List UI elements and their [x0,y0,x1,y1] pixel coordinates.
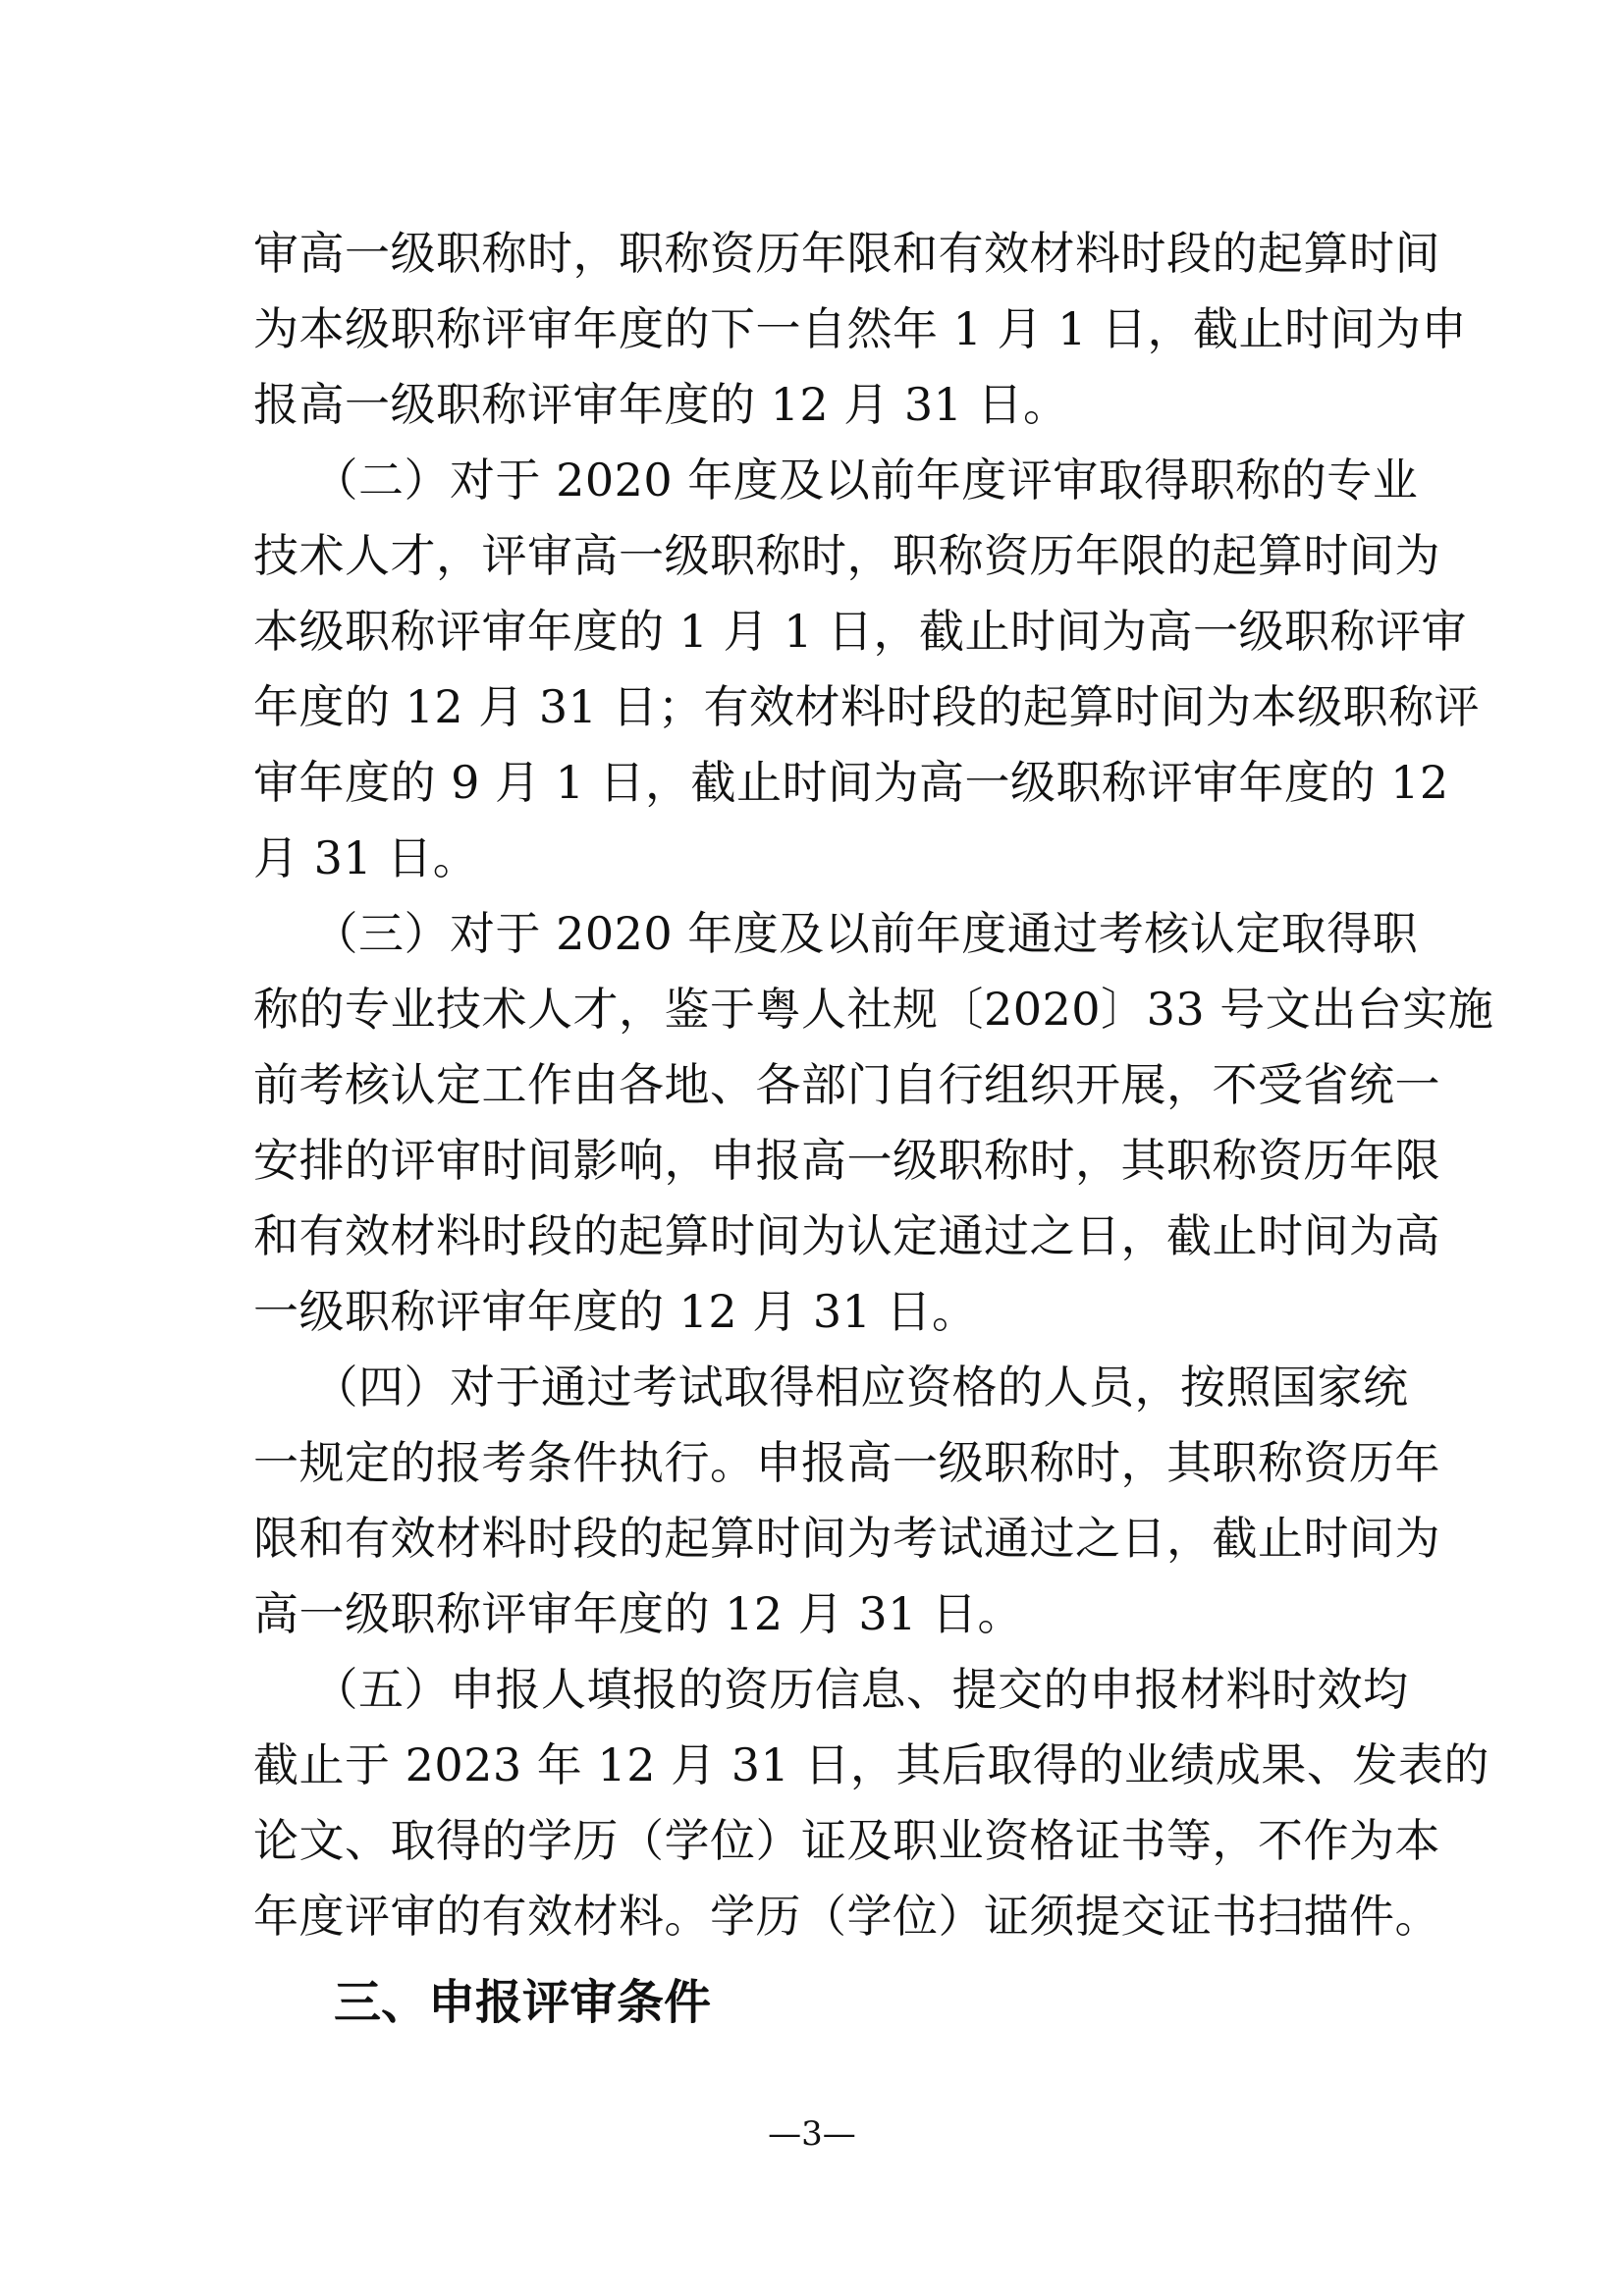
body-line: 一规定的报考条件执行。申报高一级职称时，其职称资历年 [253,1436,1440,1489]
body-line: 前考核认定工作由各地、各部门自行组织开展，不受省统一 [253,1058,1440,1111]
page-number: —3— [768,2114,856,2154]
body-line: 月 31 日。 [253,831,479,884]
body-line: 截止于 2023 年 12 月 31 日，其后取得的业绩成果、发表的 [253,1738,1489,1791]
body-line: 本级职称评审年度的 1 月 1 日，截止时间为高一级职称评审 [253,605,1468,658]
body-line: 报高一级职称评审年度的 12 月 31 日。 [253,378,1069,431]
body-line: 技术人才，评审高一级职称时，职称资历年限的起算时间为 [253,529,1440,582]
body-line: 论文、取得的学历（学位）证及职业资格证书等，不作为本 [253,1814,1440,1867]
section-heading: 三、申报评审条件 [334,1975,712,2030]
body-line: 审年度的 9 月 1 日，截止时间为高一级职称评审年度的 12 [253,756,1449,809]
body-line: 和有效材料时段的起算时间为认定通过之日，截止时间为高 [253,1209,1440,1262]
body-line: 为本级职称评审年度的下一自然年 1 月 1 日，截止时间为申 [253,302,1468,355]
body-line: （二）对于 2020 年度及以前年度评审取得职称的专业 [253,454,1419,507]
body-line: 高一级职称评审年度的 12 月 31 日。 [253,1587,1024,1640]
body-line: 称的专业技术人才，鉴于粤人社规〔2020〕33 号文出台实施 [253,983,1494,1036]
body-line: 一级职称评审年度的 12 月 31 日。 [253,1285,978,1338]
body-line: （四）对于通过考试取得相应资格的人员，按照国家统 [253,1361,1409,1414]
body-line: 年度评审的有效材料。学历（学位）证须提交证书扫描件。 [253,1890,1440,1943]
body-line: （三）对于 2020 年度及以前年度通过考核认定取得职 [253,907,1419,960]
body-line: （五）申报人填报的资历信息、提交的申报材料时效均 [253,1663,1409,1716]
body-line: 限和有效材料时段的起算时间为考试通过之日，截止时间为 [253,1512,1440,1565]
body-line: 安排的评审时间影响，申报高一级职称时，其职称资历年限 [253,1134,1440,1187]
body-line: 年度的 12 月 31 日；有效材料时段的起算时间为本级职称评 [253,680,1481,733]
body-line: 审高一级职称时，职称资历年限和有效材料时段的起算时间 [253,227,1440,280]
